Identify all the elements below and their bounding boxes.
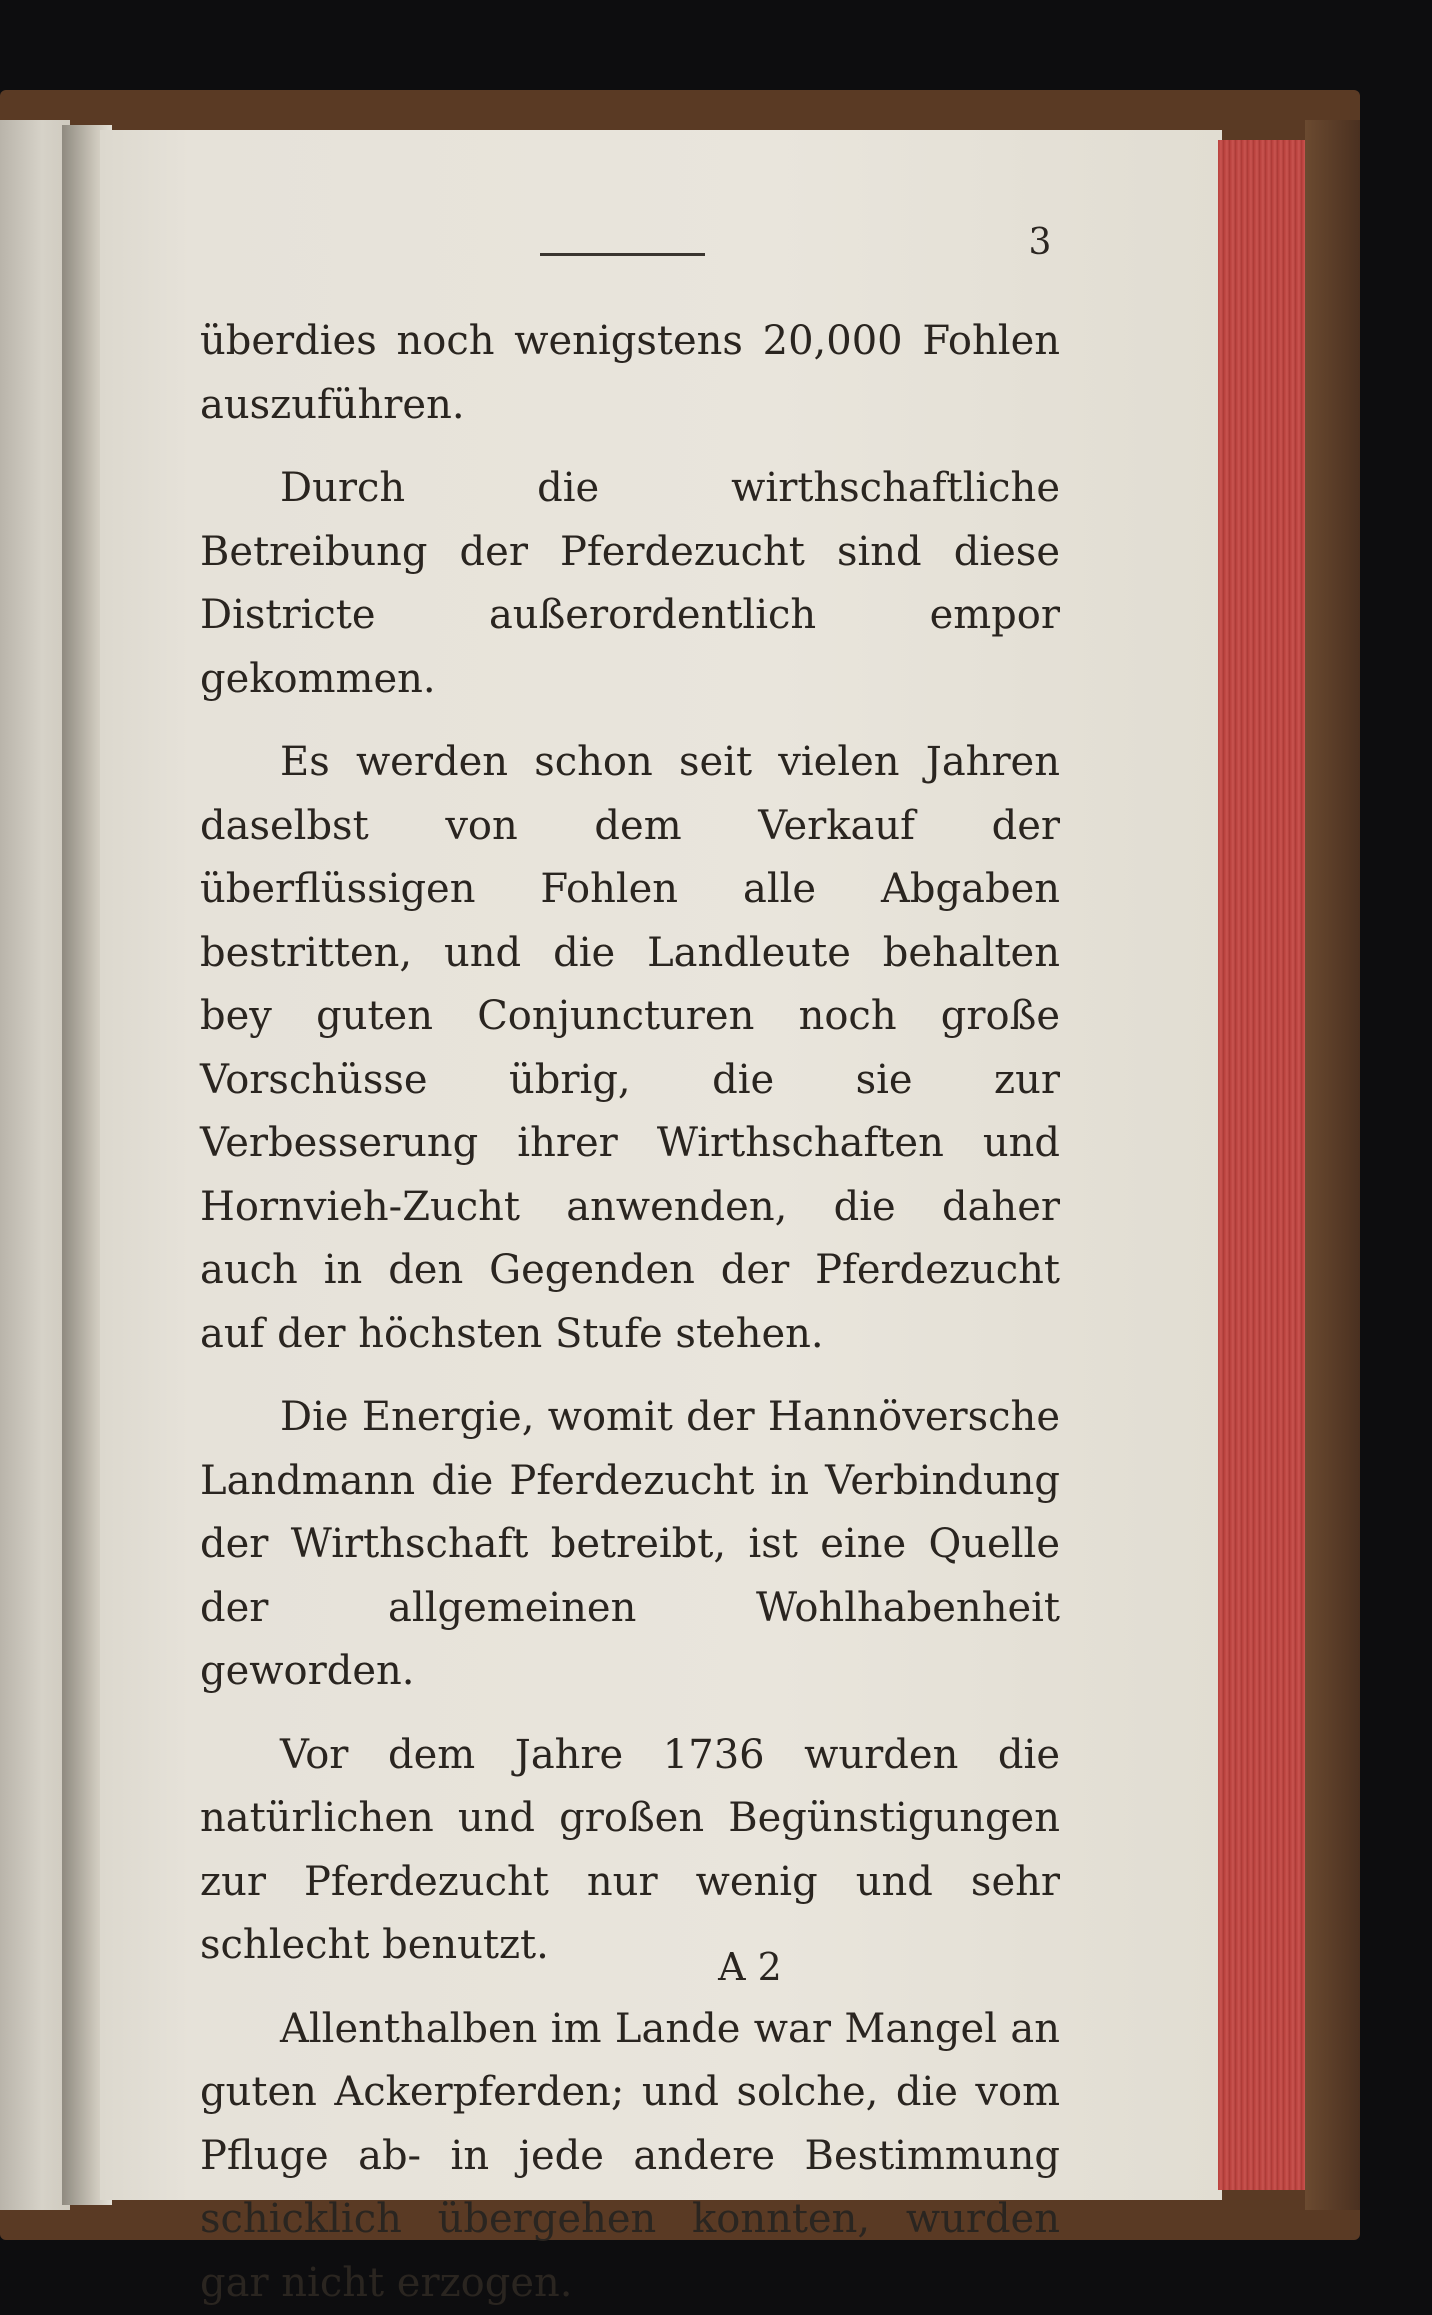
- paragraph-1: überdies noch wenigstens 20,000 Fohlen auszuführen.: [200, 310, 1060, 437]
- paragraph-5: Vor dem Jahre 1736 wurden die natürlichen und großen Begünstigungen zur Pferdezucht nur wenig und sehr schlecht benutzt.: [200, 1724, 1060, 1978]
- cover-edge: [1305, 120, 1360, 2210]
- paragraph-6: Allenthalben im Lande war Mangel an guten Ackerpferden; und solche, die vom Pfluge ab- in jede andere Bestimmung schicklich übergehen konnten, wurden gar nicht erzogen.: [200, 1998, 1060, 2315]
- header-rule: [540, 253, 705, 256]
- page-number: 3: [1020, 222, 1060, 263]
- paragraph-2: Durch die wirthschaftliche Betreibung der Pferdezucht sind diese Districte außerordentlich empor gekommen.: [200, 457, 1060, 711]
- left-page: [0, 120, 70, 2210]
- paragraph-3: Es werden schon seit vielen Jahren daselbst von dem Verkauf der überflüssigen Fohlen alle Abgaben bestritten, und die Landleute behalten bey guten Conjuncturen noch große Vorschüsse übrig, die sie zur Verbesserung ihrer Wirthschaften und Hornvieh-Zucht anwenden, die daher auch in den Gegenden der Pferdezucht auf der höchsten Stufe stehen.: [200, 731, 1060, 1366]
- body-text: [200, 310, 1060, 2315]
- page-edges: [1218, 140, 1313, 2190]
- signature-mark: A 2: [700, 1945, 800, 1989]
- paragraph-4: Die Energie, womit der Hannöversche Landmann die Pferdezucht in Verbindung der Wirthschaft betreibt, ist eine Quelle der allgemeinen Wohlhabenheit geworden.: [200, 1386, 1060, 1704]
